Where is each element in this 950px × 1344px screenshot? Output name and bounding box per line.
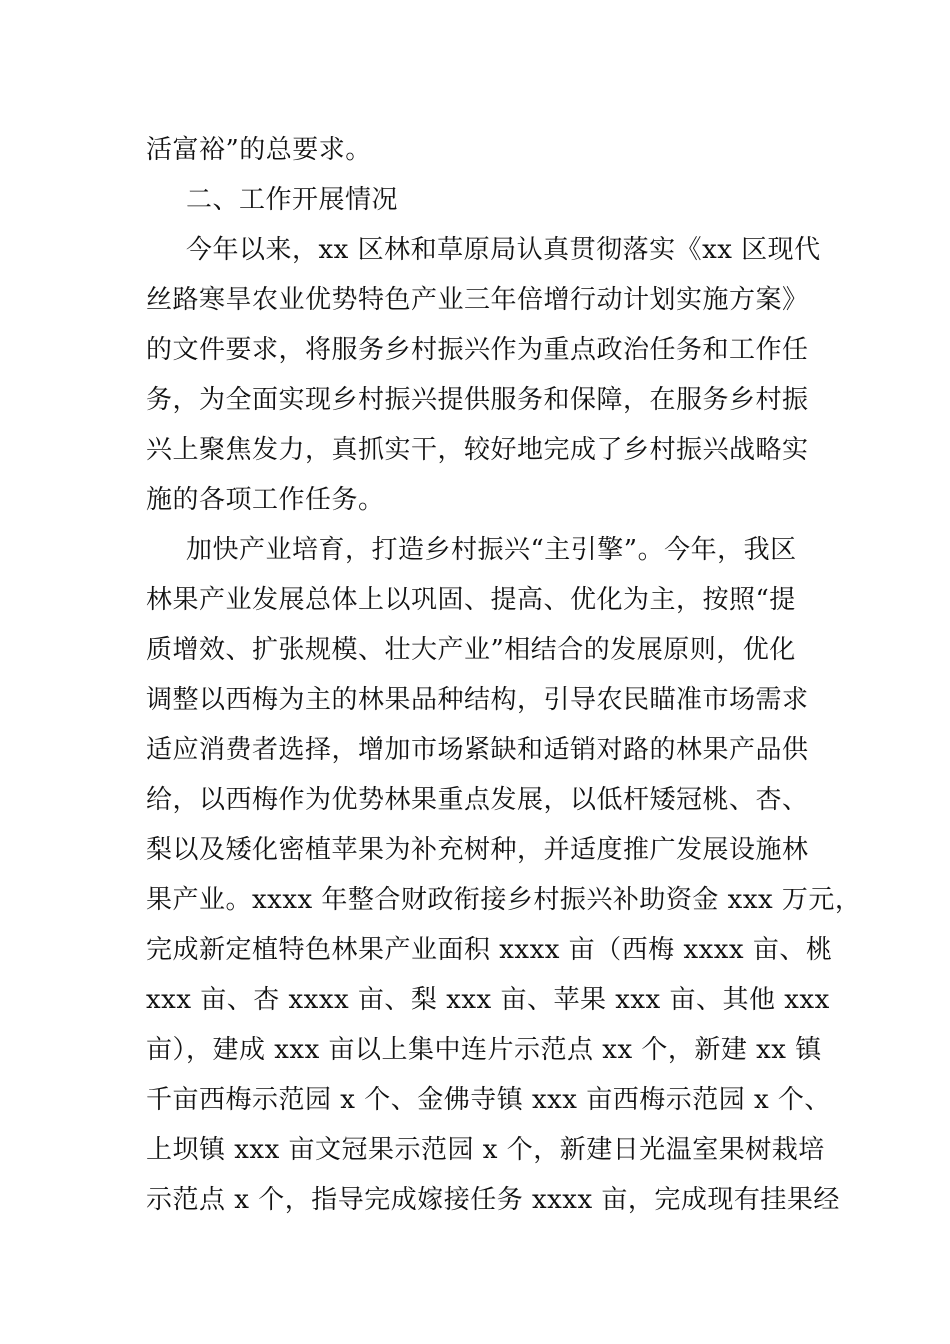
text-line: 的文件要求，将服务乡村振兴作为重点政治任务和工作任 bbox=[146, 335, 809, 365]
text-line: 调整以西梅为主的林果品种结构，引导农民瞄准市场需求 bbox=[146, 685, 809, 715]
text-line: 给，以西梅作为优势林果重点发展，以低杆矮冠桃、杏、 bbox=[146, 785, 809, 815]
text-line: 果产业。xxxx 年整合财政衔接乡村振兴补助资金 xxx 万元， bbox=[146, 885, 862, 915]
text-line: xxx 亩、杏 xxxx 亩、梨 xxx 亩、苹果 xxx 亩、其他 xxx bbox=[146, 985, 830, 1015]
text-line: 质增效、扩张规模、壮大产业”相结合的发展原则，优化 bbox=[146, 635, 796, 665]
text-line: 今年以来，xx 区林和草原局认真贯彻落实《xx 区现代 bbox=[186, 235, 821, 265]
text-line: 活富裕”的总要求。 bbox=[146, 135, 372, 165]
text-line: 上坝镇 xxx 亩文冠果示范园 x 个，新建日光温室果树栽培 bbox=[146, 1135, 825, 1165]
text-line: 完成新定植特色林果产业面积 xxxx 亩（西梅 xxxx 亩、桃 bbox=[146, 935, 833, 965]
text-line: 兴上聚焦发力，真抓实干，较好地完成了乡村振兴战略实 bbox=[146, 435, 809, 465]
text-line: 示范点 x 个，指导完成嫁接任务 xxxx 亩，完成现有挂果经 bbox=[146, 1185, 840, 1215]
section-heading: 二、工作开展情况 bbox=[186, 185, 399, 215]
text-line: 林果产业发展总体上以巩固、提高、优化为主，按照“提 bbox=[146, 585, 796, 615]
text-line: 施的各项工作任务。 bbox=[146, 485, 385, 515]
text-line: 加快产业培育，打造乡村振兴“主引擎”。今年，我区 bbox=[186, 535, 797, 565]
text-line: 梨以及矮化密植苹果为补充树种，并适度推广发展设施林 bbox=[146, 835, 809, 865]
text-line: 亩），建成 xxx 亩以上集中连片示范点 xx 个，新建 xx 镇 bbox=[146, 1035, 822, 1065]
text-line: 务，为全面实现乡村振兴提供服务和保障，在服务乡村振 bbox=[146, 385, 809, 415]
text-line: 适应消费者选择，增加市场紧缺和适销对路的林果产品供 bbox=[146, 735, 809, 765]
text-line: 丝路寒旱农业优势特色产业三年倍增行动计划实施方案》 bbox=[146, 285, 809, 315]
text-line: 千亩西梅示范园 x 个、金佛寺镇 xxx 亩西梅示范园 x 个、 bbox=[146, 1085, 831, 1115]
